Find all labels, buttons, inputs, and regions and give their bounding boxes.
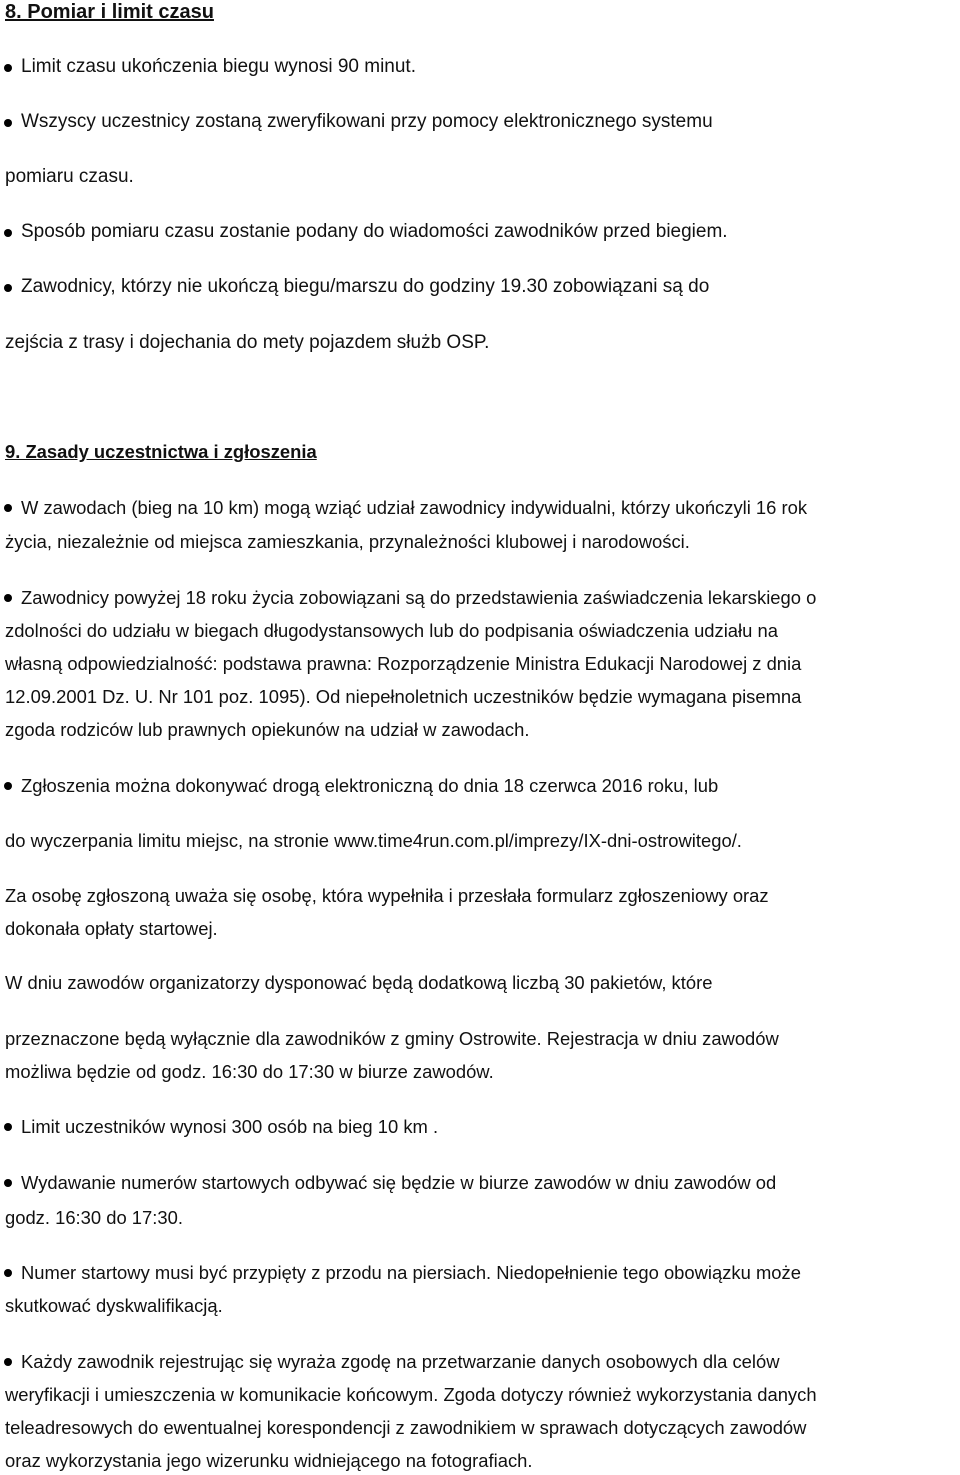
section-9-paragraph-cont: przeznaczone będą wyłącznie dla zawodników z gminy Ostrowite. Rejestracja w dniu zawodów [5,1028,779,1049]
section-9-item-1: W zawodach (bieg na 10 km) mogą wziąć udział zawodnicy indywidualni, którzy ukończyli 16 rok [21,497,808,518]
section-8-item-2: Wszyscy uczestnicy zostaną zweryfikowani przy pomocy elektronicznego systemu [21,111,713,132]
section-9-item-2-cont: zdolności do udziału w biegach długodystansowych lub do podpisania oświadczenia udziału na [5,620,778,641]
section-9-paragraph-cont: dokonała opłaty startowej. [5,918,218,939]
section-9-item-7-cont: teleadresowych do ewentualnej korespondencji z zawodnikiem w sprawach dotyczących zawodów [5,1417,807,1438]
section-9-item-1-cont: życia, niezależnie od miejsca zamieszkania, przynależności klubowej i narodowości. [5,531,690,552]
section-9-heading: 9. Zasady uczestnictwa i zgłoszenia [5,441,317,462]
section-8-item-3: Sposób pomiaru czasu zostanie podany do wiadomości zawodników przed biegiem. [21,221,728,242]
section-9-item-7: Każdy zawodnik rejestrując się wyraża zgodę na przetwarzanie danych osobowych dla celów [21,1351,780,1372]
section-9-item-7-cont: oraz wykorzystania jego wizerunku widniejącego na fotografiach. [5,1450,533,1471]
section-9-item-2-cont: 12.09.2001 Dz. U. Nr 101 poz. 1095). Od niepełnoletnich uczestników będzie wymagana pisemna [5,686,802,707]
section-9-item-5: Wydawanie numerów startowych odbywać się będzie w biurze zawodów w dniu zawodów od [21,1172,777,1193]
section-9-paragraph-cont: możliwa będzie od godz. 16:30 do 17:30 w biurze zawodów. [5,1061,494,1082]
bullet-icon [4,64,12,72]
section-8-item-4-cont: zejścia z trasy i dojechania do mety pojazdem służb OSP. [5,332,490,353]
bullet-icon [4,1123,12,1131]
section-9-item-3: Zgłoszenia można dokonywać drogą elektroniczną do dnia 18 czerwca 2016 roku, lub [21,775,719,796]
section-9-item-6: Numer startowy musi być przypięty z przodu na piersiach. Niedopełnienie tego obowiązku może [21,1262,801,1283]
section-9-item-2: Zawodnicy powyżej 18 roku życia zobowiązani są do przedstawienia zaświadczenia lekarskiego o [21,587,817,608]
section-9-item-3-cont: do wyczerpania limitu miejsc, na stronie www.time4run.com.pl/imprezy/IX-dni-ostrowitego/. [5,830,742,851]
section-8-item-4: Zawodnicy, którzy nie ukończą biegu/marszu do godziny 19.30 zobowiązani są do [21,276,710,297]
bullet-icon [4,119,12,127]
bullet-icon [4,504,12,512]
bullet-icon [4,782,12,790]
section-8-item-2-cont: pomiaru czasu. [5,166,134,187]
section-9-paragraph: W dniu zawodów organizatorzy dysponować będą dodatkową liczbą 30 pakietów, które [5,972,713,993]
bullet-icon [4,1179,12,1187]
bullet-icon [4,1358,12,1366]
section-9-item-6-cont: skutkować dyskwalifikacją. [5,1295,223,1316]
section-9-item-2-cont: zgoda rodziców lub prawnych opiekunów na udział w zawodach. [5,719,530,740]
bullet-icon [4,1269,12,1277]
section-9-item-5-cont: godz. 16:30 do 17:30. [5,1207,183,1228]
bullet-icon [4,594,12,602]
bullet-icon [4,284,12,292]
section-9-item-2-cont: własną odpowiedzialność: podstawa prawna: Rozporządzenie Ministra Edukacji Narodowej z dnia [5,653,802,674]
section-8-item-1: Limit czasu ukończenia biegu wynosi 90 minut. [21,56,416,77]
section-8-heading: 8. Pomiar i limit czasu [5,1,214,23]
bullet-icon [4,229,12,237]
section-9-item-7-cont: weryfikacji i umieszczenia w komunikacie końcowym. Zgoda dotyczy również wykorzystania danych [5,1384,817,1405]
section-9-item-4: Limit uczestników wynosi 300 osób na bieg 10 km . [21,1116,439,1137]
section-9-paragraph: Za osobę zgłoszoną uważa się osobę, która wypełniła i przesłała formularz zgłoszeniowy oraz [5,885,769,906]
